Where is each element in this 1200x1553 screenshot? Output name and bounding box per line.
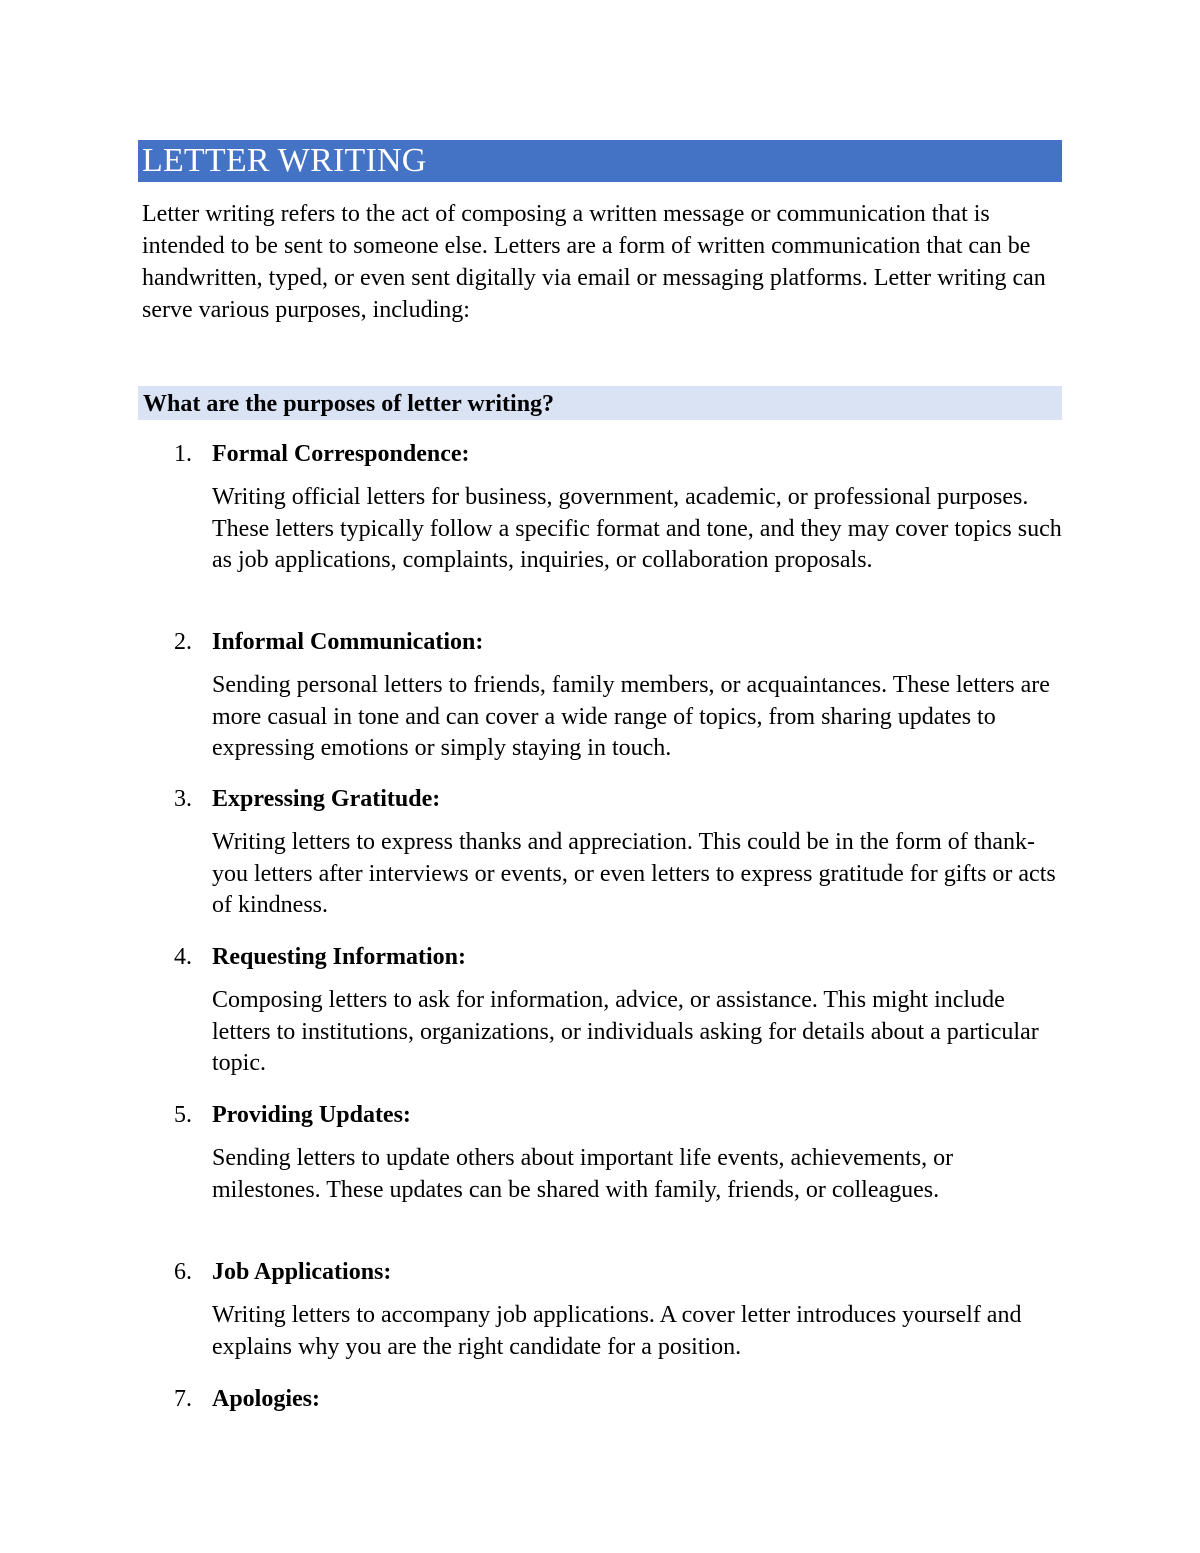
intro-paragraph: Letter writing refers to the act of composing a written message or communication that is intended to be sent to someone else. Letters are a form of written communication that can be handwritten, typed, or even sent digitally via email or messaging platforms. Letter writing can serve various purposes, including: <box>142 201 1046 323</box>
list-item-description: Sending letters to update others about important life events, achievements, or milestones. These updates can be shared with family, friends, or colleagues. <box>212 1145 954 1203</box>
list-item-description: Composing letters to ask for information, advice, or assistance. This might include letters to institutions, organizations, or individuals asking for details about a particular topic. <box>212 987 1039 1076</box>
list-item-heading: Job Applications: <box>212 1259 392 1285</box>
list-item-number: 1. <box>174 441 192 467</box>
list-item-description: Sending personal letters to friends, family members, or acquaintances. These letters are more casual in tone and can cover a wide range of topics, from sharing updates to expressing emotions or simply staying in touch. <box>212 672 1050 761</box>
list-item-number: 2. <box>174 629 192 655</box>
list-item-number: 5. <box>174 1102 192 1128</box>
title-banner <box>138 140 1062 182</box>
list-item-description: Writing official letters for business, government, academic, or professional purposes. These letters typically follow a specific format and tone, and they may cover topics such as job applications, complaints, inquiries, or collaboration proposals. <box>212 484 1062 573</box>
list-item-number: 6. <box>174 1259 192 1285</box>
list-item-heading: Formal Correspondence: <box>212 441 470 467</box>
list-item-description: Writing letters to accompany job applications. A cover letter introduces yourself and explains why you are the right candidate for a position. <box>212 1302 1022 1360</box>
list-item-heading: Apologies: <box>212 1386 320 1412</box>
list-item-heading: Providing Updates: <box>212 1102 411 1128</box>
list-item-heading: Expressing Gratitude: <box>212 786 441 812</box>
list-item-heading: Informal Communication: <box>212 629 484 655</box>
list-item-number: 7. <box>174 1386 192 1412</box>
document-title: LETTER WRITING <box>142 142 427 179</box>
list-item-description: Writing letters to express thanks and appreciation. This could be in the form of thank-you letters after interviews or events, or even letters to express gratitude for gifts or acts of kindness. <box>212 829 1056 918</box>
list-item-number: 3. <box>174 786 192 812</box>
list-item-heading: Requesting Information: <box>212 944 467 970</box>
section-heading-banner <box>138 386 1062 420</box>
section-heading: What are the purposes of letter writing? <box>143 391 555 417</box>
list-item-number: 4. <box>174 944 192 970</box>
